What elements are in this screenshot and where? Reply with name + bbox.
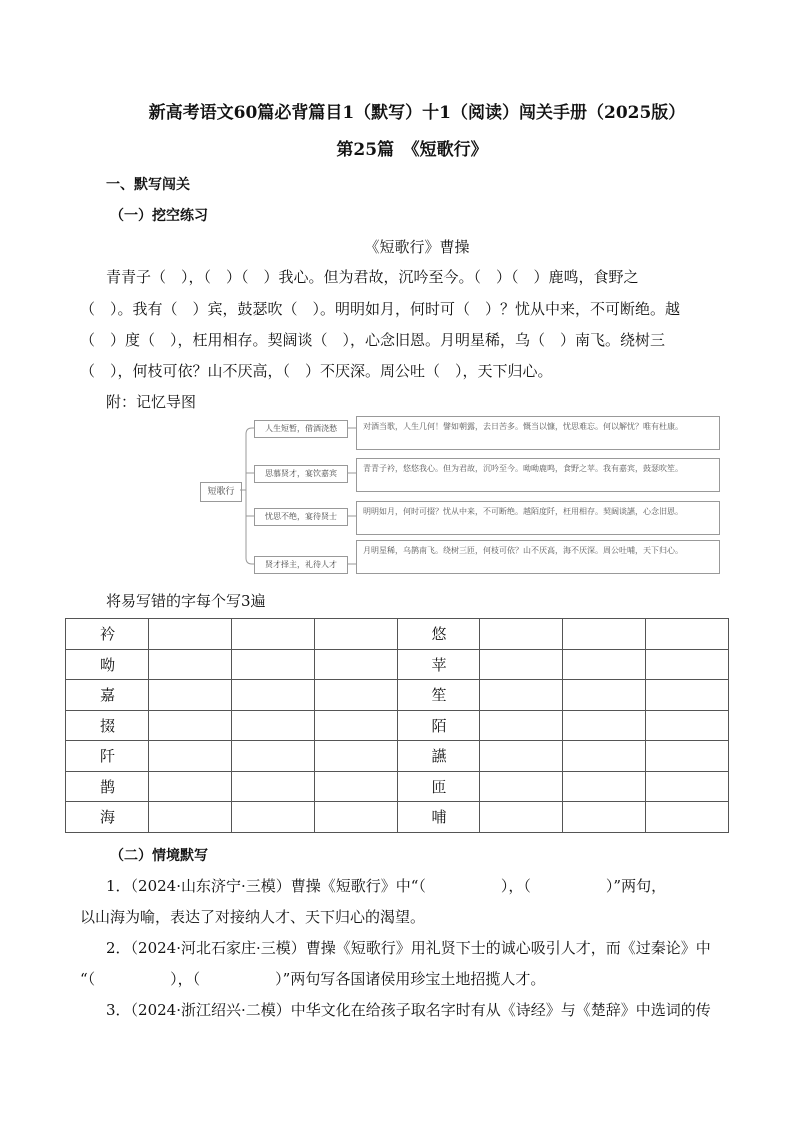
cloze-line: （ ），何枝可依？山不厌高，（ ）不厌深。周公吐（ ），天下归心。	[80, 362, 553, 380]
document-title: 新高考语文60篇必背篇目1（默写）十1（阅读）闯关手册（2025版）	[148, 103, 686, 123]
table-row	[66, 710, 729, 741]
practice-cell[interactable]	[231, 649, 314, 680]
mind-map-branch: 忧思不绝，宴待贤士	[254, 508, 348, 526]
practice-cell[interactable]	[314, 619, 397, 650]
practice-cell[interactable]	[646, 649, 729, 680]
practice-char: 苹	[397, 649, 480, 680]
table-row	[66, 680, 729, 711]
mind-map-text: 对酒当歌，人生几何！譬如朝露，去日苦多。慨当以慷，忧思难忘。何以解忧？唯有杜康。	[356, 416, 720, 450]
table-row	[66, 771, 729, 802]
practice-cell[interactable]	[480, 710, 563, 741]
practice-cell[interactable]	[314, 802, 397, 833]
practice-char: 呦	[66, 649, 149, 680]
practice-char: 阡	[66, 741, 149, 772]
practice-char: 讌	[397, 741, 480, 772]
practice-char: 掇	[66, 710, 149, 741]
practice-cell[interactable]	[646, 710, 729, 741]
practice-cell[interactable]	[148, 802, 231, 833]
practice-cell[interactable]	[646, 619, 729, 650]
cloze-line: 青青子（ ），（ ）（ ）我心。但为君故，沉吟至今。（ ）（ ）鹿鸣，食野之	[106, 268, 639, 286]
practice-cell[interactable]	[231, 680, 314, 711]
practice-cell[interactable]	[480, 619, 563, 650]
question-text: 1．（2024·山东济宁·三模）曹操《短歌行》中“（ ），（ ）”两句，	[106, 877, 667, 895]
mind-map-branch: 贤才择主，礼待人才	[254, 556, 348, 574]
question-text: “（ ），（ ）”两句写各国诸侯用珍宝土地招揽人才。	[80, 970, 546, 988]
practice-cell[interactable]	[563, 710, 646, 741]
practice-char: 笙	[397, 680, 480, 711]
practice-cell[interactable]	[314, 741, 397, 772]
practice-cell[interactable]	[646, 802, 729, 833]
mind-map-text: 明明如月，何时可掇？忧从中来，不可断绝。越陌度阡，枉用相存。契阔谈讌，心念旧恩。	[356, 501, 720, 535]
practice-cell[interactable]	[148, 710, 231, 741]
practice-cell[interactable]	[480, 802, 563, 833]
character-practice-table	[65, 618, 729, 833]
practice-cell[interactable]	[148, 741, 231, 772]
practice-cell[interactable]	[148, 649, 231, 680]
practice-cell[interactable]	[148, 771, 231, 802]
table-row	[66, 649, 729, 680]
practice-cell[interactable]	[563, 741, 646, 772]
practice-cell[interactable]	[148, 619, 231, 650]
practice-cell[interactable]	[231, 710, 314, 741]
practice-char: 哺	[397, 802, 480, 833]
cloze-line: （ ）度（ ），枉用相存。契阔谈（ ），心念旧恩。月明星稀，乌（ ）南飞。绕树三	[80, 331, 666, 349]
practice-cell[interactable]	[231, 771, 314, 802]
mind-map-branch: 思慕贤才，宴饮嘉宾	[254, 465, 348, 483]
question-text: 以山海为喻，表达了对接纳人才、天下归心的渴望。	[80, 908, 426, 926]
practice-char: 鹊	[66, 771, 149, 802]
practice-cell[interactable]	[480, 741, 563, 772]
practice-char: 衿	[66, 619, 149, 650]
mind-map-branch: 人生短暂，借酒浇愁	[254, 420, 348, 438]
mind-map	[196, 416, 683, 574]
practice-cell[interactable]	[314, 710, 397, 741]
practice-cell[interactable]	[231, 741, 314, 772]
part-heading-context: （二）情境默写	[110, 848, 208, 864]
poem-heading: 《短歌行》曹操	[364, 238, 470, 256]
practice-cell[interactable]	[314, 649, 397, 680]
part-heading-cloze: （一）挖空练习	[110, 208, 208, 224]
practice-char: 海	[66, 802, 149, 833]
practice-cell[interactable]	[563, 680, 646, 711]
practice-cell[interactable]	[563, 619, 646, 650]
practice-cell[interactable]	[314, 771, 397, 802]
mind-map-text: 青青子衿，悠悠我心。但为君故，沉吟至今。呦呦鹿鸣，食野之苹。我有嘉宾，鼓瑟吹笙。	[356, 458, 720, 492]
practice-cell[interactable]	[231, 619, 314, 650]
practice-cell[interactable]	[563, 649, 646, 680]
mind-map-text: 月明星稀，乌鹊南飞。绕树三匝，何枝可依？山不厌高，海不厌深。周公吐哺，天下归心。	[356, 540, 720, 574]
write-instruction: 将易写错的字每个写3遍	[106, 592, 266, 610]
practice-cell[interactable]	[231, 802, 314, 833]
cloze-line: （ ）。我有（ ）宾，鼓瑟吹（ ）。明明如月，何时可（ ）？忧从中来，不可断绝。越	[80, 300, 681, 318]
mind-map-connectors	[240, 416, 260, 574]
practice-cell[interactable]	[563, 771, 646, 802]
mind-map-root: 短歌行	[200, 482, 242, 502]
section-heading: 一、默写闯关	[106, 177, 190, 193]
practice-cell[interactable]	[148, 680, 231, 711]
practice-char: 匝	[397, 771, 480, 802]
practice-char: 陌	[397, 710, 480, 741]
practice-cell[interactable]	[314, 680, 397, 711]
table-row	[66, 741, 729, 772]
practice-cell[interactable]	[646, 741, 729, 772]
appendix-label: 附：记忆导图	[106, 393, 197, 411]
practice-cell[interactable]	[480, 771, 563, 802]
question-text: 2．（2024·河北石家庄·三模）曹操《短歌行》用礼贤下士的诚心吸引人才，而《过秦论》中	[106, 939, 711, 957]
practice-cell[interactable]	[563, 802, 646, 833]
practice-cell[interactable]	[646, 771, 729, 802]
practice-cell[interactable]	[480, 680, 563, 711]
question-text: 3．（2024·浙江绍兴·二模）中华文化在给孩子取名字时有从《诗经》与《楚辞》中选词的传	[106, 1001, 711, 1019]
practice-char: 嘉	[66, 680, 149, 711]
table-row	[66, 802, 729, 833]
practice-cell[interactable]	[646, 680, 729, 711]
practice-cell[interactable]	[480, 649, 563, 680]
table-row	[66, 619, 729, 650]
document-subtitle: 第25篇 《短歌行》	[336, 140, 488, 160]
practice-char: 悠	[397, 619, 480, 650]
